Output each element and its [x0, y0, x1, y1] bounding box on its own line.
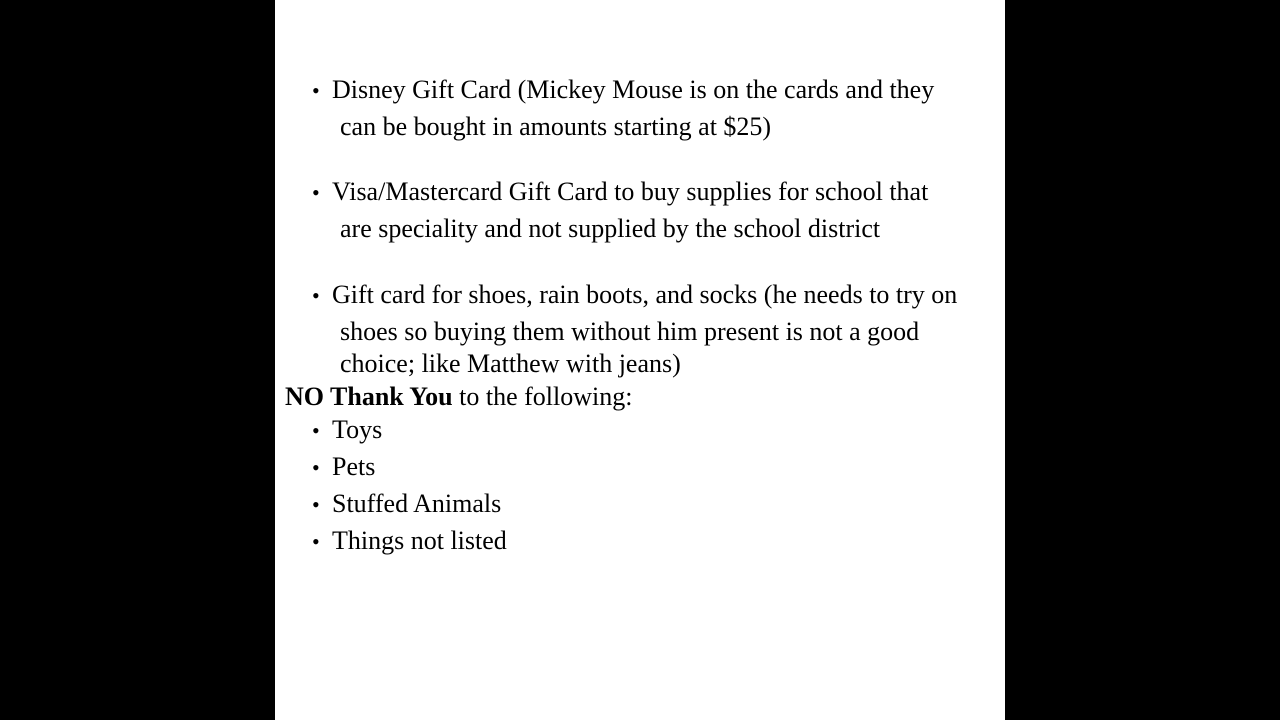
no-thanks-item-pets: [312, 448, 375, 486]
no-thanks-item-toys: [312, 411, 382, 449]
no-thanks-heading-rest: to the following:: [452, 382, 633, 411]
gift-item-shoes: [312, 276, 957, 314]
no-thanks-item-label: Stuffed Animals: [332, 489, 502, 518]
document-page: [275, 0, 1005, 720]
gift-item-line: are speciality and not supplied by the school district: [340, 214, 881, 243]
bullet: •: [312, 78, 320, 103]
bullet: •: [312, 529, 320, 554]
bullet: •: [312, 492, 320, 517]
no-thanks-item-stuffed-animals: [312, 485, 501, 523]
gift-item-line: Gift card for shoes, rain boots, and socks (he needs to try on: [332, 280, 958, 309]
bullet: •: [312, 180, 320, 205]
bullet: •: [312, 418, 320, 443]
gift-item-line: choice; like Matthew with jeans): [340, 349, 681, 378]
gift-item-line: Visa/Mastercard Gift Card to buy supplies for school that: [332, 177, 929, 206]
no-thanks-heading-bold: NO Thank You: [285, 382, 453, 411]
bullet: •: [312, 455, 320, 480]
no-thanks-heading: [285, 378, 632, 415]
no-thanks-item-label: Pets: [332, 452, 376, 481]
gift-item-line: shoes so buying them without him present is not a good: [340, 317, 920, 346]
bullet: •: [312, 283, 320, 308]
gift-item-disney: [312, 71, 934, 109]
no-thanks-item-things-not-listed: [312, 522, 507, 560]
gift-item-line: Disney Gift Card (Mickey Mouse is on the cards and they: [332, 75, 935, 104]
gift-item-line: can be bought in amounts starting at $25): [340, 112, 772, 141]
no-thanks-item-label: Things not listed: [332, 526, 507, 555]
no-thanks-item-label: Toys: [332, 415, 383, 444]
gift-item-visa: [312, 173, 928, 211]
